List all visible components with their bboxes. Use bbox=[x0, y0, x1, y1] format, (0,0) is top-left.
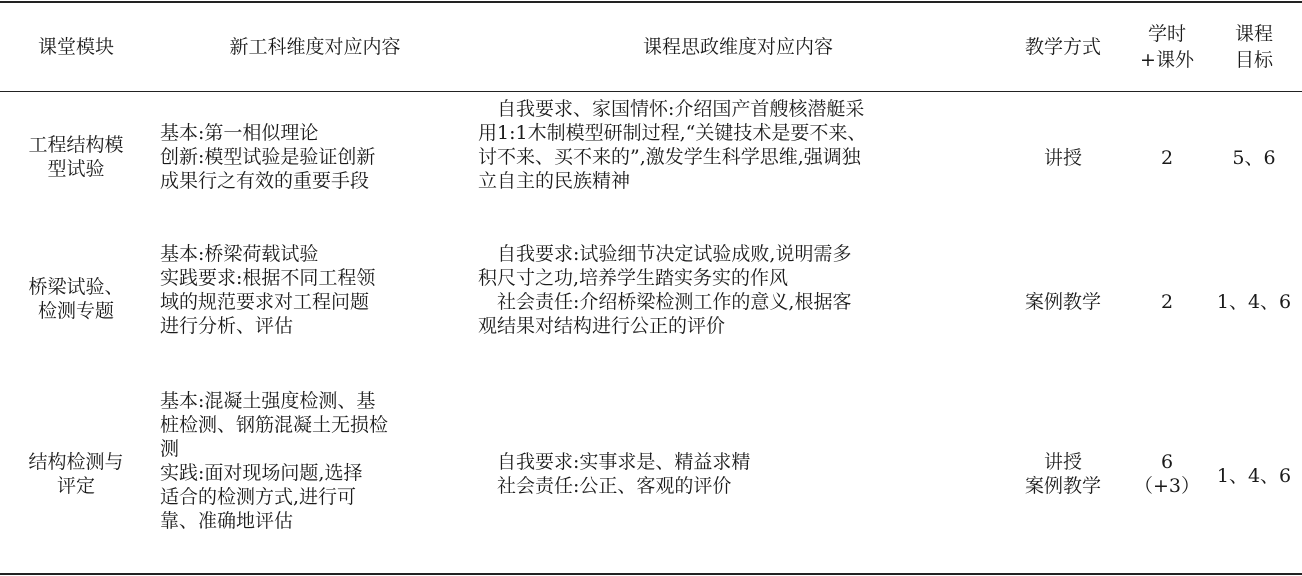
row-ideological: 自我要求:实事求是、精益求精 社会责任:公正、客观的评价 bbox=[497, 451, 751, 497]
row-module: 工程结构模 型试验 bbox=[28, 134, 124, 180]
header-ideological: 课程思政维度对应内容 bbox=[642, 36, 833, 58]
row-method: 案例教学 bbox=[1024, 291, 1101, 313]
table-top-rule bbox=[0, 1, 1302, 3]
row-method: 讲授 bbox=[1043, 147, 1082, 169]
header-method: 教学方式 bbox=[1024, 36, 1101, 58]
header-engineering: 新工科维度对应内容 bbox=[229, 36, 401, 58]
row-engineering: 基本:桥梁荷载试验 实践要求:根据不同工程领 域的规范要求对工程问题 进行分析、评估 bbox=[160, 243, 376, 337]
row-ideological: 自我要求:试验细节决定试验成败,说明需多 积尺寸之功,培养学生踏实务实的作风 社会责任:介绍桥梁检测工作的意义,根据客 观结果对结构进行公正的评价 bbox=[478, 243, 852, 337]
row-module: 结构检测与 评定 bbox=[28, 451, 124, 497]
row-goals: 5、6 bbox=[1232, 147, 1276, 169]
row-hours: 2 bbox=[1160, 291, 1174, 313]
row-ideological: 自我要求、家国情怀:介绍国产首艘核潜艇采 用1:1木制模型研制过程,“关键技术是要不来、 讨不来、买不来的”,激发学生科学思维,强调独 立自主的民族精神 bbox=[478, 98, 867, 192]
row-method: 讲授 案例教学 bbox=[1024, 451, 1101, 497]
header-hours: 学时 +课外 bbox=[1140, 23, 1194, 71]
header-goals: 课程 目标 bbox=[1234, 23, 1273, 71]
header-rule bbox=[0, 91, 1302, 92]
row-hours: 2 bbox=[1160, 147, 1174, 169]
table-bottom-rule bbox=[0, 573, 1302, 575]
row-module: 桥梁试验、 检测专题 bbox=[28, 276, 124, 322]
row-engineering: 基本:第一相似理论 创新:模型试验是验证创新 成果行之有效的重要手段 bbox=[160, 122, 376, 192]
row-goals: 1、4、6 bbox=[1216, 291, 1292, 313]
row-hours: 6 （+3） bbox=[1133, 451, 1200, 497]
header-module: 课堂模块 bbox=[37, 36, 114, 58]
row-engineering: 基本:混凝土强度检测、基 桩检测、钢筋混凝土无损检 测 实践:面对现场问题,选择 适合的检测方式,进行可 靠、准确地评估 bbox=[160, 390, 389, 532]
row-goals: 1、4、6 bbox=[1216, 465, 1292, 487]
